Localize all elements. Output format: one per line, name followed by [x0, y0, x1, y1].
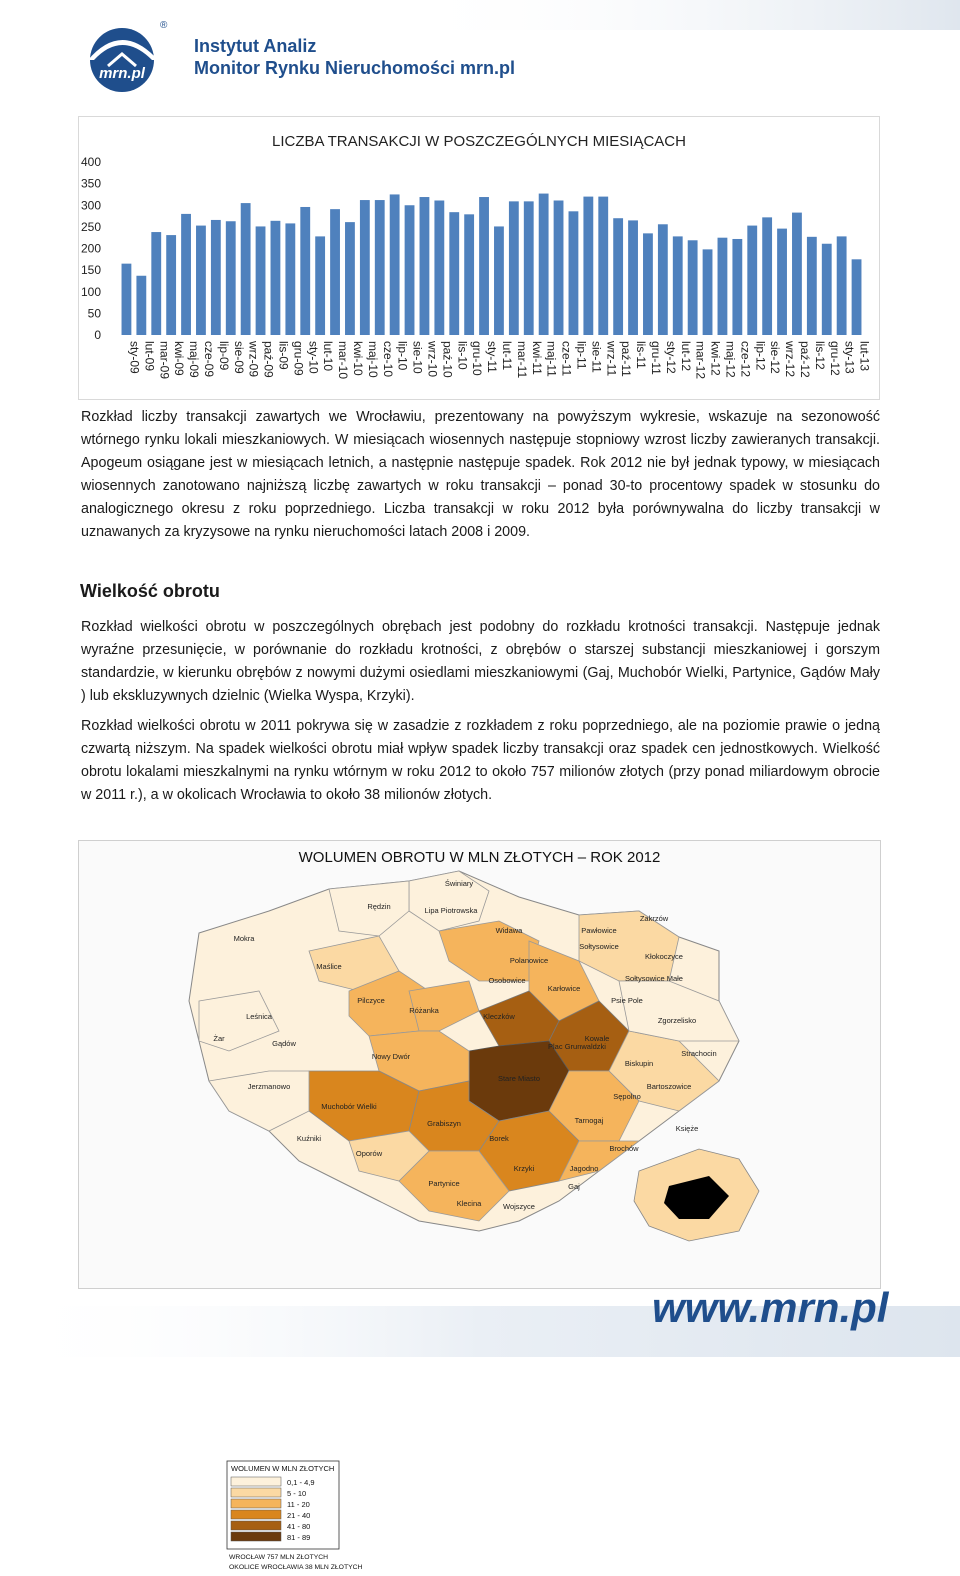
bar	[151, 232, 161, 335]
bar	[673, 236, 683, 335]
x-tick-label: gru-12	[827, 341, 842, 376]
district-label: Maślice	[316, 962, 342, 971]
x-tick-label: mar-12	[693, 341, 708, 380]
legend-item-label: 0,1 - 4,9	[287, 1478, 315, 1487]
bar	[613, 218, 623, 335]
legend-item-label: 41 - 80	[287, 1522, 311, 1531]
district-label: Kowale	[584, 1034, 610, 1043]
x-tick-label: lis-09	[276, 341, 291, 370]
district-label: Bartoszowice	[646, 1082, 692, 1091]
legend-swatch	[231, 1477, 281, 1486]
y-tick-label: 300	[80, 198, 101, 213]
legend-item-label: 5 - 10	[287, 1489, 307, 1498]
transactions-chart	[78, 116, 880, 400]
district-label: Borek	[489, 1134, 509, 1143]
brand-line-1: Instytut Analiz	[194, 36, 317, 56]
x-tick-label: wrz-10	[425, 341, 440, 378]
bar	[643, 233, 653, 335]
bar	[241, 203, 251, 335]
x-tick-label: sie-11	[589, 341, 604, 373]
legend-total-city: WROCŁAW 757 MLN ZŁOTYCH	[229, 1554, 329, 1561]
bar	[405, 205, 415, 335]
legend-swatch	[231, 1499, 281, 1508]
district-label: Mokra	[233, 934, 255, 943]
district-label: Gądów	[272, 1039, 296, 1048]
district-label: Jagodno	[569, 1164, 599, 1173]
x-tick-label: cze-11	[559, 341, 574, 377]
x-tick-label: wrz-09	[246, 341, 261, 378]
legend-swatch	[231, 1510, 281, 1519]
paragraph-seasonality: Rozkład liczby transakcji zawartych we Wrocławiu, prezentowany na powyższym wykresie, wskazuje na sezonowość wtórnego rynku lokali mieszkaniowych. W miesiącach wiosennych następuje stopniowy wzrost liczby zawieranych transakcji. Apogeum osiągane jest w miesiącach letnich, a następnie następuje spadek. Rok 2012 nie był jednak typowy, w miesiącach wiosennych zanotowano najniższą liczbę zawartych w roku transakcji – ponad 30-to procentowy spadek w stosunku do analogicznego okresu z roku poprzedniego. Liczba transakcji w roku 2012 była porównywalna do liczby transakcji w uznawanych za kryzysowe na rynku nieruchomości latach 2008 i 2009.	[81, 409, 880, 540]
bar	[449, 212, 459, 335]
district-label: Lipa Piotrowska	[424, 906, 478, 915]
district-label: Plac Grunwaldzki	[548, 1042, 606, 1051]
district-label: Rędzin	[367, 902, 391, 911]
x-tick-label: mar-09	[157, 341, 172, 380]
mrn-logo-icon	[78, 20, 170, 92]
legend-title: WOLUMEN W MLN ZŁOTYCH	[231, 1464, 335, 1473]
bar-chart-svg	[79, 117, 879, 399]
district-label: Osobowice	[488, 976, 526, 985]
bar	[569, 211, 579, 335]
x-tick-label: paź-09	[261, 341, 276, 378]
x-tick-label: cze-10	[380, 341, 395, 378]
x-tick-label: lip-12	[753, 341, 768, 371]
bar	[732, 239, 742, 335]
x-tick-label: wrz-11	[604, 341, 619, 377]
bar	[285, 223, 295, 335]
x-tick-label: lis-11	[634, 341, 649, 369]
bar	[852, 259, 862, 335]
district-swojczyce	[619, 981, 739, 1041]
brand-line-2: Monitor Rynku Nieruchomości mrn.pl	[194, 58, 516, 78]
district-label: Partynice	[428, 1179, 460, 1188]
x-tick-label: sty-11	[485, 341, 500, 373]
x-tick-label: paź-10	[440, 341, 455, 378]
bar	[256, 226, 266, 335]
district-label: Zgorzelisko	[657, 1016, 697, 1025]
district-label: Gaj	[568, 1182, 580, 1191]
district-label: Biskupin	[624, 1059, 654, 1068]
bar	[300, 207, 310, 335]
district-label: Różanka	[409, 1006, 439, 1015]
x-tick-label: lis-10	[455, 341, 470, 370]
district-label: Tarnogaj	[574, 1116, 604, 1125]
bar	[479, 197, 489, 335]
x-tick-label: sty-09	[127, 341, 142, 374]
bar	[464, 214, 474, 335]
bar	[420, 197, 430, 335]
x-tick-label: lis-12	[812, 341, 827, 370]
paragraph-volume-distribution: Rozkład wielkości obrotu w poszczególnych obrębach jest podobny do rozkładu krotności transakcji. Następuje jednak wyraźne przesunięcie, w porównanie do rozkładu krotności, z obrębów o starszej substancji mieszkaniowej i gorszym standardzie, w kierunku obrębów z nowymi dużymi osiedlami mieszkaniowymi (Gaj, Muchobór Wielki, Partynice, Gądów Mały ) lub ekskluzywnych dzielnic (Wielka Wyspa, Krzyki).	[81, 619, 880, 704]
district-label: Świniary	[444, 879, 474, 888]
x-tick-label: paź-11	[619, 341, 634, 377]
x-tick-label: sie-09	[231, 341, 246, 374]
district-label: Kleczków	[483, 1012, 515, 1021]
x-tick-label: cze-09	[201, 341, 216, 378]
bar	[628, 220, 638, 335]
map-title: WOLUMEN OBROTU W MLN ZŁOTYCH – ROK 2012	[298, 849, 661, 866]
x-tick-label: maj-09	[187, 341, 202, 378]
bar	[777, 229, 787, 335]
y-tick-label: 400	[80, 155, 101, 169]
district-label: Sępolno	[613, 1092, 641, 1101]
x-tick-label: maj-12	[723, 341, 738, 378]
section-heading: Wielkość obrotu	[80, 581, 220, 601]
x-tick-label: maj-10	[365, 341, 380, 378]
bar	[181, 214, 191, 335]
district-label: Sołtysowice Małe	[625, 974, 683, 983]
x-tick-label: lut-12	[678, 341, 693, 372]
paragraph-volume-2011: Rozkład wielkości obrotu w 2011 pokrywa się w zasadzie z rozkładem z roku poprzedniego, ale na poziomie prawie o jedną czwartą niższym. Na spadek wielkości obrotu miał wpływ spadek liczby transakcji oraz spadek cen jednostkowych. Wielkość obrotu lokalami mieszkalnymi na rynku wtórnym w roku 2012 to około 757 milionów złotych (przy ponad miliardowym obrocie w 2011 r.), a w okolicach Wrocławia to około 38 milionów złotych.	[81, 718, 880, 803]
district-label: Pilczyce	[357, 996, 385, 1005]
x-tick-label: maj-11	[544, 341, 559, 377]
legend-item-label: 11 - 20	[287, 1500, 310, 1509]
y-tick-label: 200	[80, 241, 101, 256]
x-tick-label: kwi-10	[350, 341, 365, 376]
bar	[554, 200, 564, 335]
district-label: Wojszyce	[503, 1202, 535, 1211]
y-tick-label: 350	[80, 176, 101, 191]
district-label: Polanowice	[509, 956, 549, 965]
district-label: Księże	[675, 1124, 699, 1133]
y-tick-label: 0	[94, 328, 101, 342]
legend-svg	[227, 1461, 363, 1571]
bar	[375, 200, 385, 335]
bar	[658, 224, 668, 335]
registered-mark: ®	[160, 20, 168, 31]
legend-item-label: 21 - 40	[287, 1511, 311, 1520]
page-header	[0, 0, 960, 104]
bar	[703, 249, 713, 335]
bar	[509, 201, 519, 335]
bar	[434, 200, 444, 335]
bar	[747, 226, 757, 335]
district-label: Stare Miasto	[497, 1074, 541, 1083]
legend-swatch	[231, 1521, 281, 1530]
district-label: Krzyki	[513, 1164, 535, 1173]
x-tick-label: lut-10	[321, 341, 336, 372]
x-tick-label: sty-10	[306, 341, 321, 374]
x-tick-label: mar-10	[336, 341, 351, 380]
map-legend	[227, 1461, 363, 1576]
x-tick-label: gru-11	[648, 341, 663, 375]
district-label: Leśnica	[246, 1012, 272, 1021]
bar	[136, 276, 146, 335]
x-tick-label: sie-10	[410, 341, 425, 374]
y-tick-label: 150	[80, 263, 101, 278]
district-label: Zakrzów	[639, 914, 669, 923]
header-decor-band	[400, 0, 960, 30]
district-label: Klecina	[456, 1199, 482, 1208]
y-tick-label: 250	[80, 219, 101, 234]
x-tick-label: sie-12	[768, 341, 783, 374]
x-tick-label: gru-10	[470, 341, 485, 376]
x-tick-label: sty-12	[663, 341, 678, 374]
district-label: Żar	[213, 1034, 225, 1043]
bar	[598, 197, 608, 335]
bar	[524, 201, 534, 335]
district-label: Psie Pole	[611, 996, 643, 1005]
district-label: Brochów	[609, 1144, 639, 1153]
bar	[330, 209, 340, 335]
bar	[583, 197, 593, 335]
bar	[390, 194, 400, 335]
region-inset-map	[634, 1149, 759, 1241]
x-tick-label: kwi-09	[172, 341, 187, 376]
bar	[688, 240, 698, 335]
bar	[271, 221, 281, 335]
district-label: Strachocin	[681, 1049, 717, 1058]
y-tick-label: 50	[87, 306, 101, 321]
x-tick-label: lip-11	[574, 341, 589, 370]
x-tick-label: lut-13	[857, 341, 872, 372]
legend-total-region: OKOLICE WROCŁAWIA 38 MLN ZŁOTYCH	[229, 1564, 363, 1571]
bar	[122, 264, 132, 335]
x-tick-label: lut-09	[142, 341, 157, 372]
x-tick-label: sty-13	[842, 341, 857, 374]
bar	[837, 236, 847, 335]
bar	[792, 213, 802, 335]
bar	[822, 244, 832, 335]
x-tick-label: kwi-11	[529, 341, 544, 375]
x-tick-label: lip-10	[395, 341, 410, 371]
x-tick-label: mar-11	[514, 341, 529, 379]
y-tick-label: 100	[80, 284, 101, 299]
bar	[196, 226, 206, 335]
x-tick-label: kwi-12	[708, 341, 723, 376]
x-tick-label: cze-12	[738, 341, 753, 378]
x-tick-label: gru-09	[291, 341, 306, 376]
district-map	[79, 841, 880, 1288]
district-label: Nowy Dwór	[371, 1052, 411, 1061]
x-tick-label: wrz-12	[783, 341, 798, 378]
bar	[360, 200, 370, 335]
legend-item-label: 81 - 89	[287, 1533, 311, 1542]
legend-swatch	[231, 1532, 281, 1541]
bar	[315, 236, 325, 335]
bar	[494, 226, 504, 335]
legend-swatch	[231, 1488, 281, 1497]
district-label: Kłokoczyce	[645, 952, 683, 961]
x-tick-label: lut-11	[499, 341, 514, 371]
x-tick-label: lip-09	[216, 341, 231, 371]
bar	[166, 235, 176, 335]
district-label: Widawa	[495, 926, 523, 935]
district-label: Pawłowice	[581, 926, 617, 935]
logo-text: mrn.pl	[99, 65, 145, 82]
district-label: Sołtysowice	[579, 942, 619, 951]
district-label: Karłowice	[547, 984, 581, 993]
district-label: Muchobór Wielki	[321, 1102, 377, 1111]
bar	[762, 217, 772, 335]
district-label: Jerzmanowo	[247, 1082, 291, 1091]
footer-url[interactable]: www.mrn.pl	[652, 1284, 889, 1331]
bar	[345, 222, 355, 335]
chart-title: LICZBA TRANSAKCJI W POSZCZEGÓLNYCH MIESIĄCACH	[272, 133, 686, 150]
bar	[807, 237, 817, 335]
bar	[226, 221, 236, 335]
bar	[211, 220, 221, 335]
bar	[718, 238, 728, 335]
bar	[539, 194, 549, 335]
district-label: Kuźniki	[296, 1134, 322, 1143]
district-label: Grabiszyn	[427, 1119, 461, 1128]
district-label: Oporów	[355, 1149, 383, 1158]
x-tick-label: paź-12	[797, 341, 812, 378]
